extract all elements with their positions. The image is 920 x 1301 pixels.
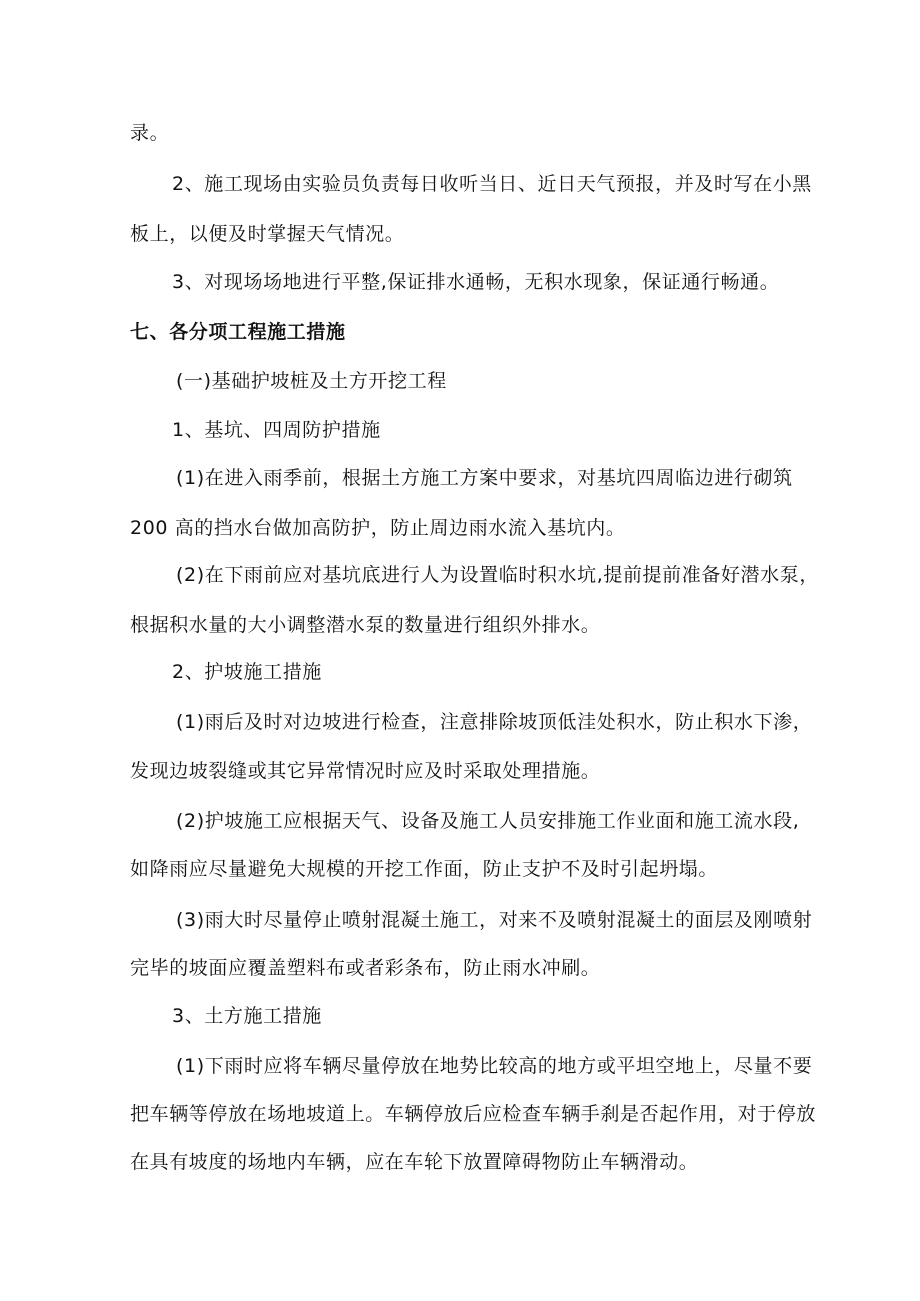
- paragraph-line: (1)下雨时应将车辆尽量停放在地势比较高的地方或平坦空地上，尽量不要: [176, 1055, 813, 1077]
- paragraph-line: (2)在下雨前应对基坑底进行人为设置临时积水坑,提前提前准备好潜水泵，: [176, 564, 819, 586]
- paragraph-line: 200 高的挡水台做加高防护，防止周边雨水流入基坑内。: [130, 517, 626, 539]
- paragraph-line: (1)雨后及时对边坡进行检查，注意排除坡顶低洼处积水，防止积水下渗，: [176, 711, 813, 733]
- item-heading: 2、护坡施工措施: [172, 661, 322, 683]
- paragraph-line: 2、施工现场由实验员负责每日收听当日、近日天气预报，并及时写在小黑: [172, 173, 812, 195]
- item-heading: 1、基坑、四周防护措施: [172, 419, 381, 441]
- paragraph-line: (3)雨大时尽量停止喷射混凝土施工，对来不及喷射混凝土的面层及刚喷射: [176, 909, 813, 931]
- section-heading: 七、各分项工程施工措施: [130, 321, 346, 343]
- paragraph-line: 在具有坡度的场地内车辆，应在车轮下放置障碍物防止车辆滑动。: [130, 1151, 699, 1173]
- paragraph-line: (1)在进入雨季前，根据土方施工方案中要求，对基坑四周临边进行砌筑: [176, 467, 793, 489]
- paragraph-line: (2)护坡施工应根据天气、设备及施工人员安排施工作业面和施工流水段,: [176, 810, 800, 832]
- paragraph-line: 完毕的坡面应覆盖塑料布或者彩条布，防止雨水冲刷。: [130, 957, 601, 979]
- paragraph-line: 根据积水量的大小调整潜水泵的数量进行组织外排水。: [130, 614, 601, 636]
- paragraph-line: 板上，以便及时掌握天气情况。: [130, 223, 405, 245]
- paragraph-line: 3、对现场场地进行平整,保证排水通畅，无积水现象，保证通行畅通。: [172, 271, 780, 293]
- subsection-heading: (一)基础护坡桩及土方开挖工程: [176, 370, 447, 392]
- paragraph-line: 把车辆等停放在场地坡道上。车辆停放后应检查车辆手刹是否起作用，对于停放: [130, 1103, 817, 1125]
- paragraph-line: 录。: [130, 122, 170, 144]
- paragraph-line: 发现边坡裂缝或其它异常情况时应及时采取处理措施。: [130, 760, 601, 782]
- item-heading: 3、土方施工措施: [172, 1005, 322, 1027]
- paragraph-line: 如降雨应尽量避免大规模的开挖工作面，防止支护不及时引起坍塌。: [130, 858, 719, 880]
